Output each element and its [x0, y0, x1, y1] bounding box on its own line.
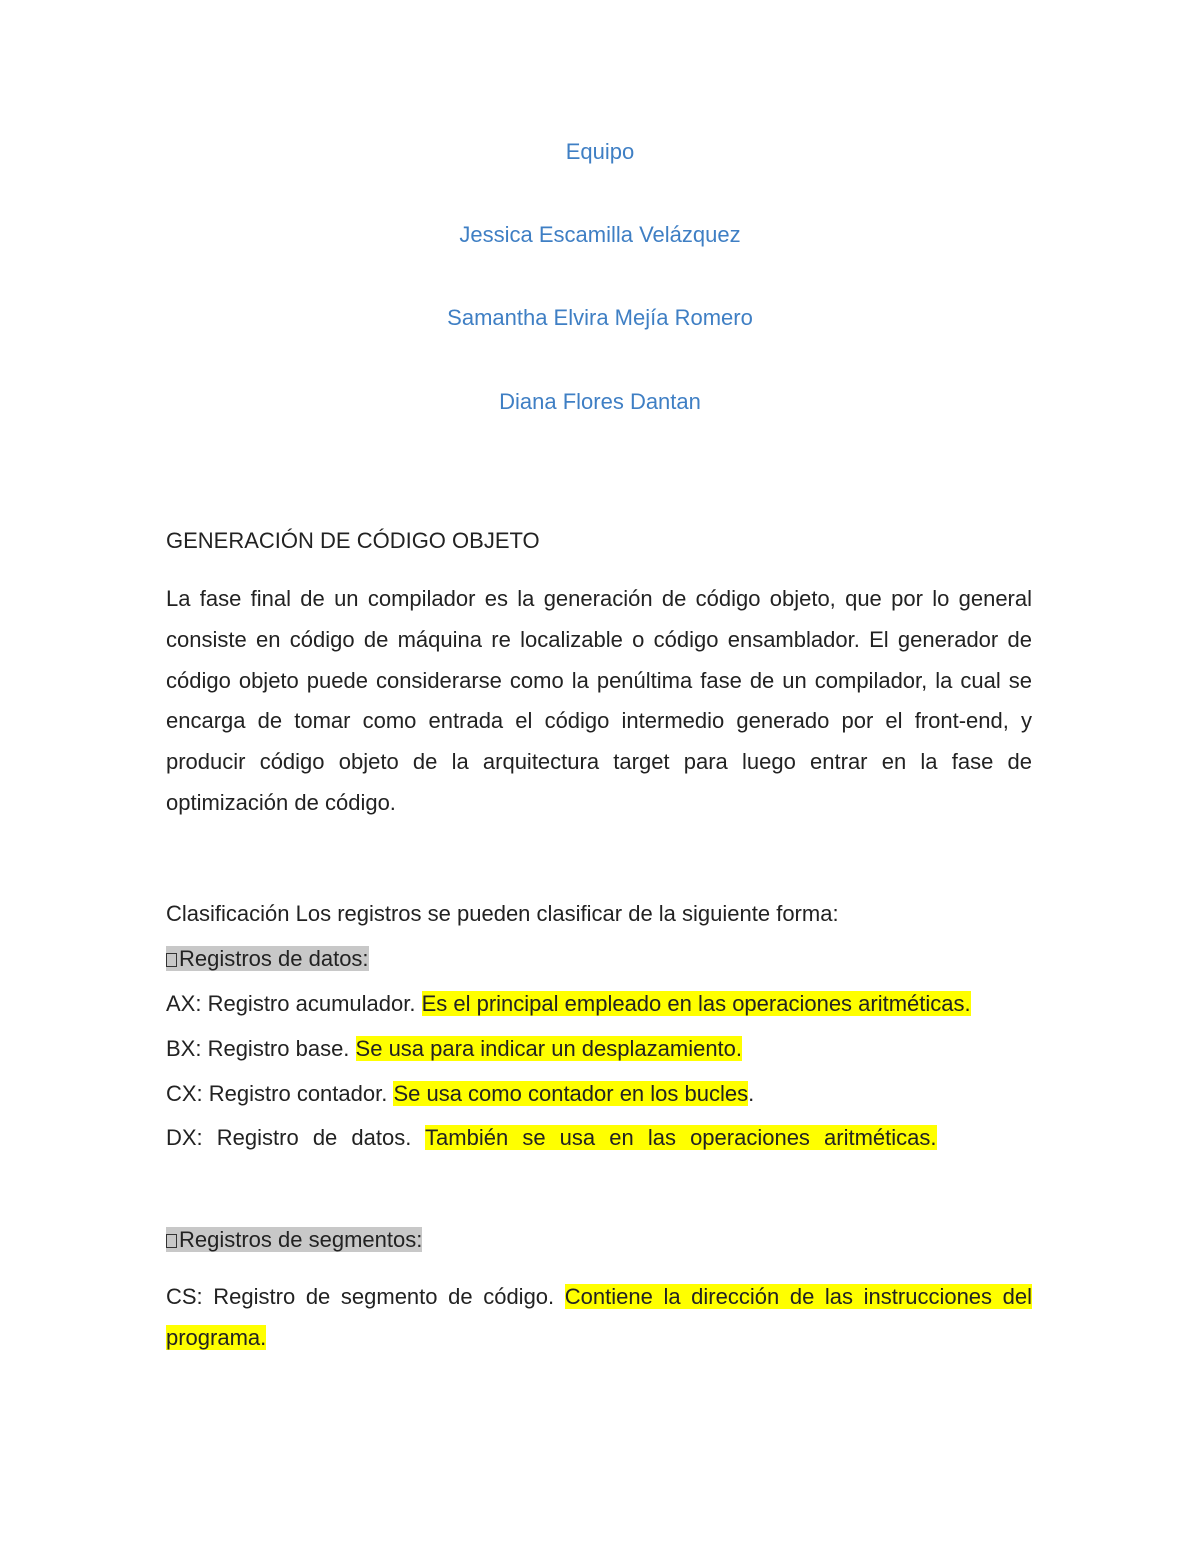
team-title: Equipo [565, 139, 635, 164]
classification-intro: Clasificación Los registros se pueden clasificar de la siguiente forma: [166, 901, 839, 926]
register-dx-line [166, 1125, 1032, 1151]
team-member-1: Jessica Escamilla Velázquez [459, 222, 741, 247]
section-heading: GENERACIÓN DE CÓDIGO OBJETO [166, 528, 540, 553]
register-ax-line [166, 991, 1032, 1017]
register-cx-desc: Se usa como contador en los bucles [393, 1081, 749, 1106]
register-bx-desc: Se usa para indicar un desplazamiento. [355, 1036, 743, 1061]
team-member-3: Diana Flores Dantan [499, 389, 701, 414]
register-cs-name: CS: Registro de segmento de código. [166, 1284, 565, 1309]
team-member-2: Samantha Elvira Mejía Romero [447, 305, 753, 330]
data-registers-heading [166, 946, 1032, 972]
register-bx-name: BX: Registro base. [166, 1036, 356, 1061]
data-registers-highlight [166, 946, 369, 971]
register-ax-desc: Es el principal empleado en las operaciones aritméticas. [421, 991, 971, 1016]
register-bx-line [166, 1036, 1032, 1062]
section-intro-paragraph: La fase final de un compilador es la generación de código objeto, que por lo general consiste en código de máquina re localizable o código ensamblador. El generador de código objeto puede considerarse como la penúltima fase de un compilador, la cual se encarga de tomar como entrada el código intermedio generado por el front-end, y producir código objeto de la arquitectura target para luego entrar en la fase de optimización de código. [166, 586, 1032, 815]
register-dx-desc: También se usa en las operaciones aritméticas. [425, 1125, 937, 1150]
register-cs-paragraph [166, 1276, 1032, 1358]
register-dx-name: DX: Registro de datos. [166, 1125, 426, 1150]
segment-registers-highlight [166, 1227, 422, 1252]
register-ax-name: AX: Registro acumulador. [166, 991, 422, 1016]
bullet-box-icon [166, 953, 177, 967]
data-registers-label: Registros de datos: [179, 946, 369, 971]
segment-registers-heading [166, 1227, 1032, 1253]
register-cx-tail: . [748, 1081, 755, 1106]
register-cx-name: CX: Registro contador. [166, 1081, 394, 1106]
register-cx-line [166, 1081, 1032, 1107]
segment-registers-label: Registros de segmentos: [179, 1227, 423, 1252]
register-cs-desc: Contiene la dirección de las instrucciones del programa. [166, 1284, 1033, 1350]
bullet-box-icon [166, 1234, 177, 1248]
